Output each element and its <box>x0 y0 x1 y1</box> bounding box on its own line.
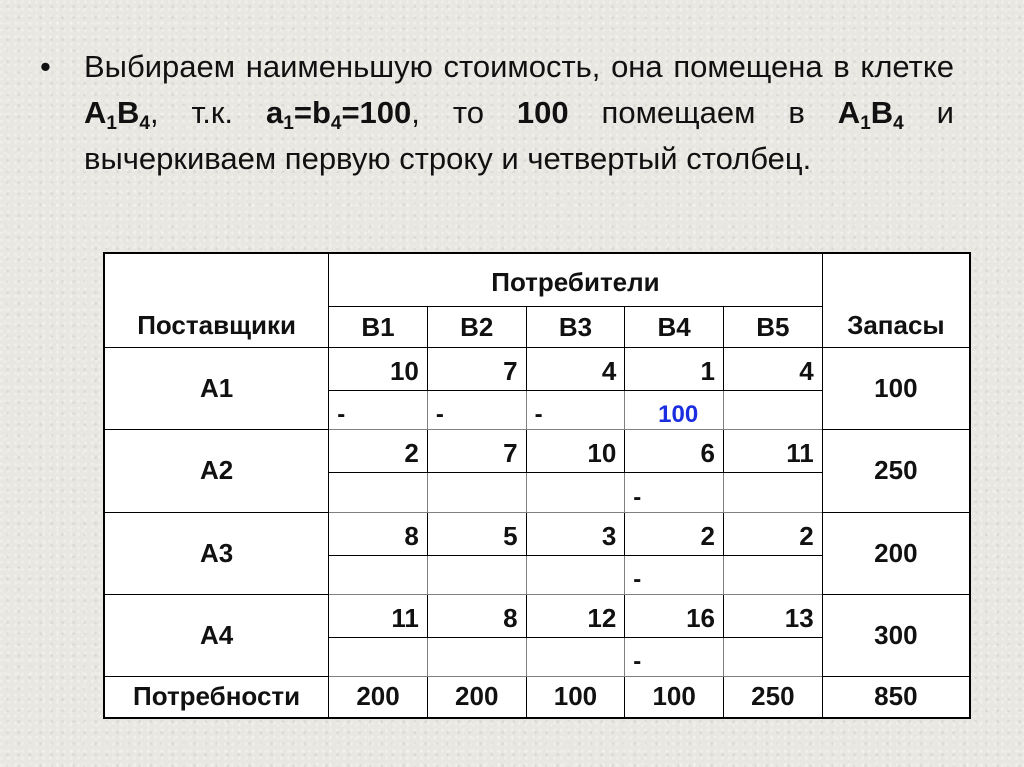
mark-cell <box>526 473 625 512</box>
cost-cell: 12 <box>526 594 625 637</box>
mark-cell <box>724 391 823 430</box>
text-segment: , то <box>411 95 517 130</box>
stock-cell: 300 <box>822 594 970 676</box>
total-cell: 850 <box>822 676 970 718</box>
column-header-b1: B1 <box>329 307 428 348</box>
cost-cell: 2 <box>625 512 724 555</box>
stock-cell: 250 <box>822 430 970 512</box>
cost-cell: 7 <box>427 348 526 391</box>
column-header-b4: B4 <box>625 307 724 348</box>
cost-cell: 5 <box>427 512 526 555</box>
mark-cell: - <box>427 391 526 430</box>
cost-cell: 3 <box>526 512 625 555</box>
cost-cell: 4 <box>724 348 823 391</box>
mark-cell: - <box>625 637 724 676</box>
cost-cell: 11 <box>724 430 823 473</box>
mark-cell <box>724 555 823 594</box>
demand-cell: 100 <box>625 676 724 718</box>
bullet: • <box>40 49 51 84</box>
mark-cell <box>427 555 526 594</box>
demand-cell: 250 <box>724 676 823 718</box>
consumers-header: Потребители <box>329 253 823 307</box>
allocation-cell: 100 <box>625 391 724 430</box>
cost-cell: 16 <box>625 594 724 637</box>
paragraph <box>84 44 954 182</box>
demand-label: Потребности <box>104 676 329 718</box>
value: 100 <box>516 95 569 130</box>
table-row <box>104 348 970 391</box>
text-segment: Выбираем наименьшую стоимость, она помещена в клетке <box>84 49 954 84</box>
supplier-label-a2: A2 <box>104 430 329 512</box>
transport-table <box>103 252 971 719</box>
text-segment: и вычеркиваем первую строку и четвертый столбец. <box>84 95 954 176</box>
mark-cell <box>329 473 428 512</box>
table-row <box>104 430 970 473</box>
mark-cell <box>427 637 526 676</box>
supplier-label-a4: A4 <box>104 594 329 676</box>
mark-cell <box>526 637 625 676</box>
column-header-b2: B2 <box>427 307 526 348</box>
demand-cell: 200 <box>329 676 428 718</box>
demand-row <box>104 676 970 718</box>
cost-cell: 10 <box>526 430 625 473</box>
supplier-label-a1: A1 <box>104 348 329 430</box>
cost-cell: 2 <box>329 430 428 473</box>
mark-cell <box>724 473 823 512</box>
cost-cell: 2 <box>724 512 823 555</box>
slide-text <box>40 44 954 182</box>
mark-cell: - <box>625 555 724 594</box>
column-header-b3: B3 <box>526 307 625 348</box>
supplier-label-a3: A3 <box>104 512 329 594</box>
mark-cell <box>329 637 428 676</box>
mark-cell <box>427 473 526 512</box>
mark-cell <box>329 555 428 594</box>
stocks-header: Запасы <box>822 253 970 348</box>
mark-cell <box>526 555 625 594</box>
equation: $a_1=b_4=100$ <box>266 95 412 134</box>
cost-cell: 11 <box>329 594 428 637</box>
cost-cell: 1 <box>625 348 724 391</box>
demand-cell: 200 <box>427 676 526 718</box>
cell-reference: $A_1B_4$ <box>84 95 150 134</box>
mark-cell: - <box>329 391 428 430</box>
cost-cell: 4 <box>526 348 625 391</box>
mark-cell: - <box>526 391 625 430</box>
cost-cell: 7 <box>427 430 526 473</box>
cost-cell: 10 <box>329 348 428 391</box>
table-row <box>104 512 970 555</box>
cost-cell: 13 <box>724 594 823 637</box>
mark-cell: - <box>625 473 724 512</box>
stock-cell: 200 <box>822 512 970 594</box>
cost-cell: 8 <box>427 594 526 637</box>
table-row <box>104 594 970 637</box>
column-header-b5: B5 <box>724 307 823 348</box>
cost-cell: 6 <box>625 430 724 473</box>
suppliers-header: Поставщики <box>104 253 329 348</box>
cell-reference: $A_1B_4$ <box>837 95 904 134</box>
cost-cell: 8 <box>329 512 428 555</box>
text-segment: помещаем в <box>568 95 838 130</box>
text-segment: , т.к. <box>149 95 266 130</box>
demand-cell: 100 <box>526 676 625 718</box>
mark-cell <box>724 637 823 676</box>
stock-cell: 100 <box>822 348 970 430</box>
